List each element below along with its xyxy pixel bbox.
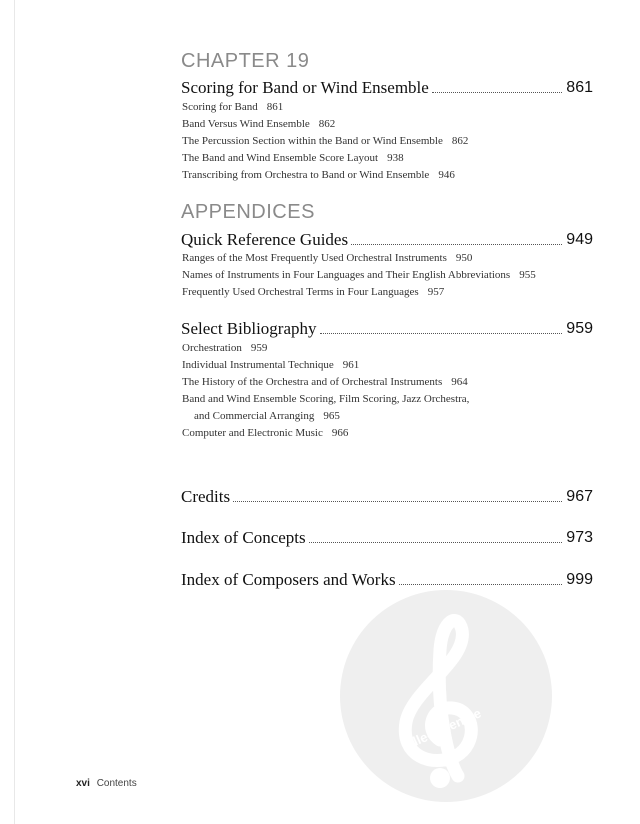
toc-entry-title: Credits (181, 487, 231, 506)
subsection-item[interactable]: Ranges of the Most Frequently Used Orchestral Instruments 950 (182, 252, 473, 264)
appendices-label: APPENDICES (181, 201, 315, 223)
subsection-item[interactable]: Scoring for Band 861 (182, 101, 284, 113)
page-number: xvi (76, 778, 90, 789)
running-footer-title: Contents (96, 778, 137, 789)
subsection-item-continued[interactable]: and Commercial Arranging 965 (194, 410, 340, 422)
subsection-item[interactable]: The Percussion Section within the Band or Wind Ensemble 862 (182, 135, 469, 147)
toc-entry-title: Select Bibliography (181, 319, 317, 338)
toc-entry-page: 861 (566, 79, 593, 96)
toc-entry-page: 959 (566, 320, 593, 337)
subsection-item[interactable]: Band and Wind Ensemble Scoring, Film Scoring, Jazz Orchestra, (182, 393, 470, 405)
chapter-subsections (182, 99, 468, 184)
subsection-item[interactable]: Frequently Used Orchestral Terms in Four Languages 957 (182, 286, 445, 298)
toc-entry-index-of-concepts[interactable] (181, 522, 593, 546)
subsection-item[interactable]: Band Versus Wind Ensemble 862 (182, 118, 336, 130)
watermark-text: alle-noten.de (404, 705, 484, 752)
treble-clef-icon (340, 590, 552, 802)
dot-leader (320, 332, 563, 334)
quick-reference-subsections (182, 250, 536, 301)
page-footer (76, 778, 137, 789)
dot-leader (399, 583, 563, 585)
toc-entry-select-bibliography[interactable] (181, 313, 593, 337)
toc-entry-credits[interactable] (181, 481, 593, 505)
page-edge (14, 0, 15, 824)
toc-entry-page: 999 (566, 571, 593, 588)
toc-entry-index-of-composers[interactable] (181, 564, 593, 588)
toc-entry-page: 967 (566, 488, 593, 505)
toc-entry-title: Quick Reference Guides (181, 230, 349, 249)
toc-entry-quick-reference[interactable] (181, 224, 593, 248)
subsection-item[interactable]: The Band and Wind Ensemble Score Layout 938 (182, 152, 404, 164)
toc-entry-chapter-19[interactable] (181, 72, 593, 96)
subsection-item[interactable]: Names of Instruments in Four Languages and Their English Abbreviations 955 (182, 269, 536, 281)
chapter-label: CHAPTER 19 (181, 50, 310, 72)
dot-leader (309, 541, 563, 543)
watermark-badge (340, 590, 552, 802)
dot-leader (233, 500, 562, 502)
toc-entry-title: Scoring for Band or Wind Ensemble (181, 78, 429, 97)
subsection-item[interactable]: Individual Instrumental Technique 961 (182, 359, 360, 371)
toc-entry-title: Index of Composers and Works (181, 570, 396, 589)
subsection-item[interactable]: Orchestration 959 (182, 342, 268, 354)
bibliography-subsections (182, 340, 469, 442)
subsection-item[interactable]: Computer and Electronic Music 966 (182, 427, 349, 439)
toc-entry-page: 949 (566, 231, 593, 248)
subsection-item[interactable]: The History of the Orchestra and of Orchestral Instruments 964 (182, 376, 468, 388)
toc-entry-title: Index of Concepts (181, 528, 306, 547)
subsection-item[interactable]: Transcribing from Orchestra to Band or Wind Ensemble 946 (182, 169, 455, 181)
dot-leader (351, 243, 562, 245)
toc-entry-page: 973 (566, 529, 593, 546)
dot-leader (432, 91, 562, 93)
